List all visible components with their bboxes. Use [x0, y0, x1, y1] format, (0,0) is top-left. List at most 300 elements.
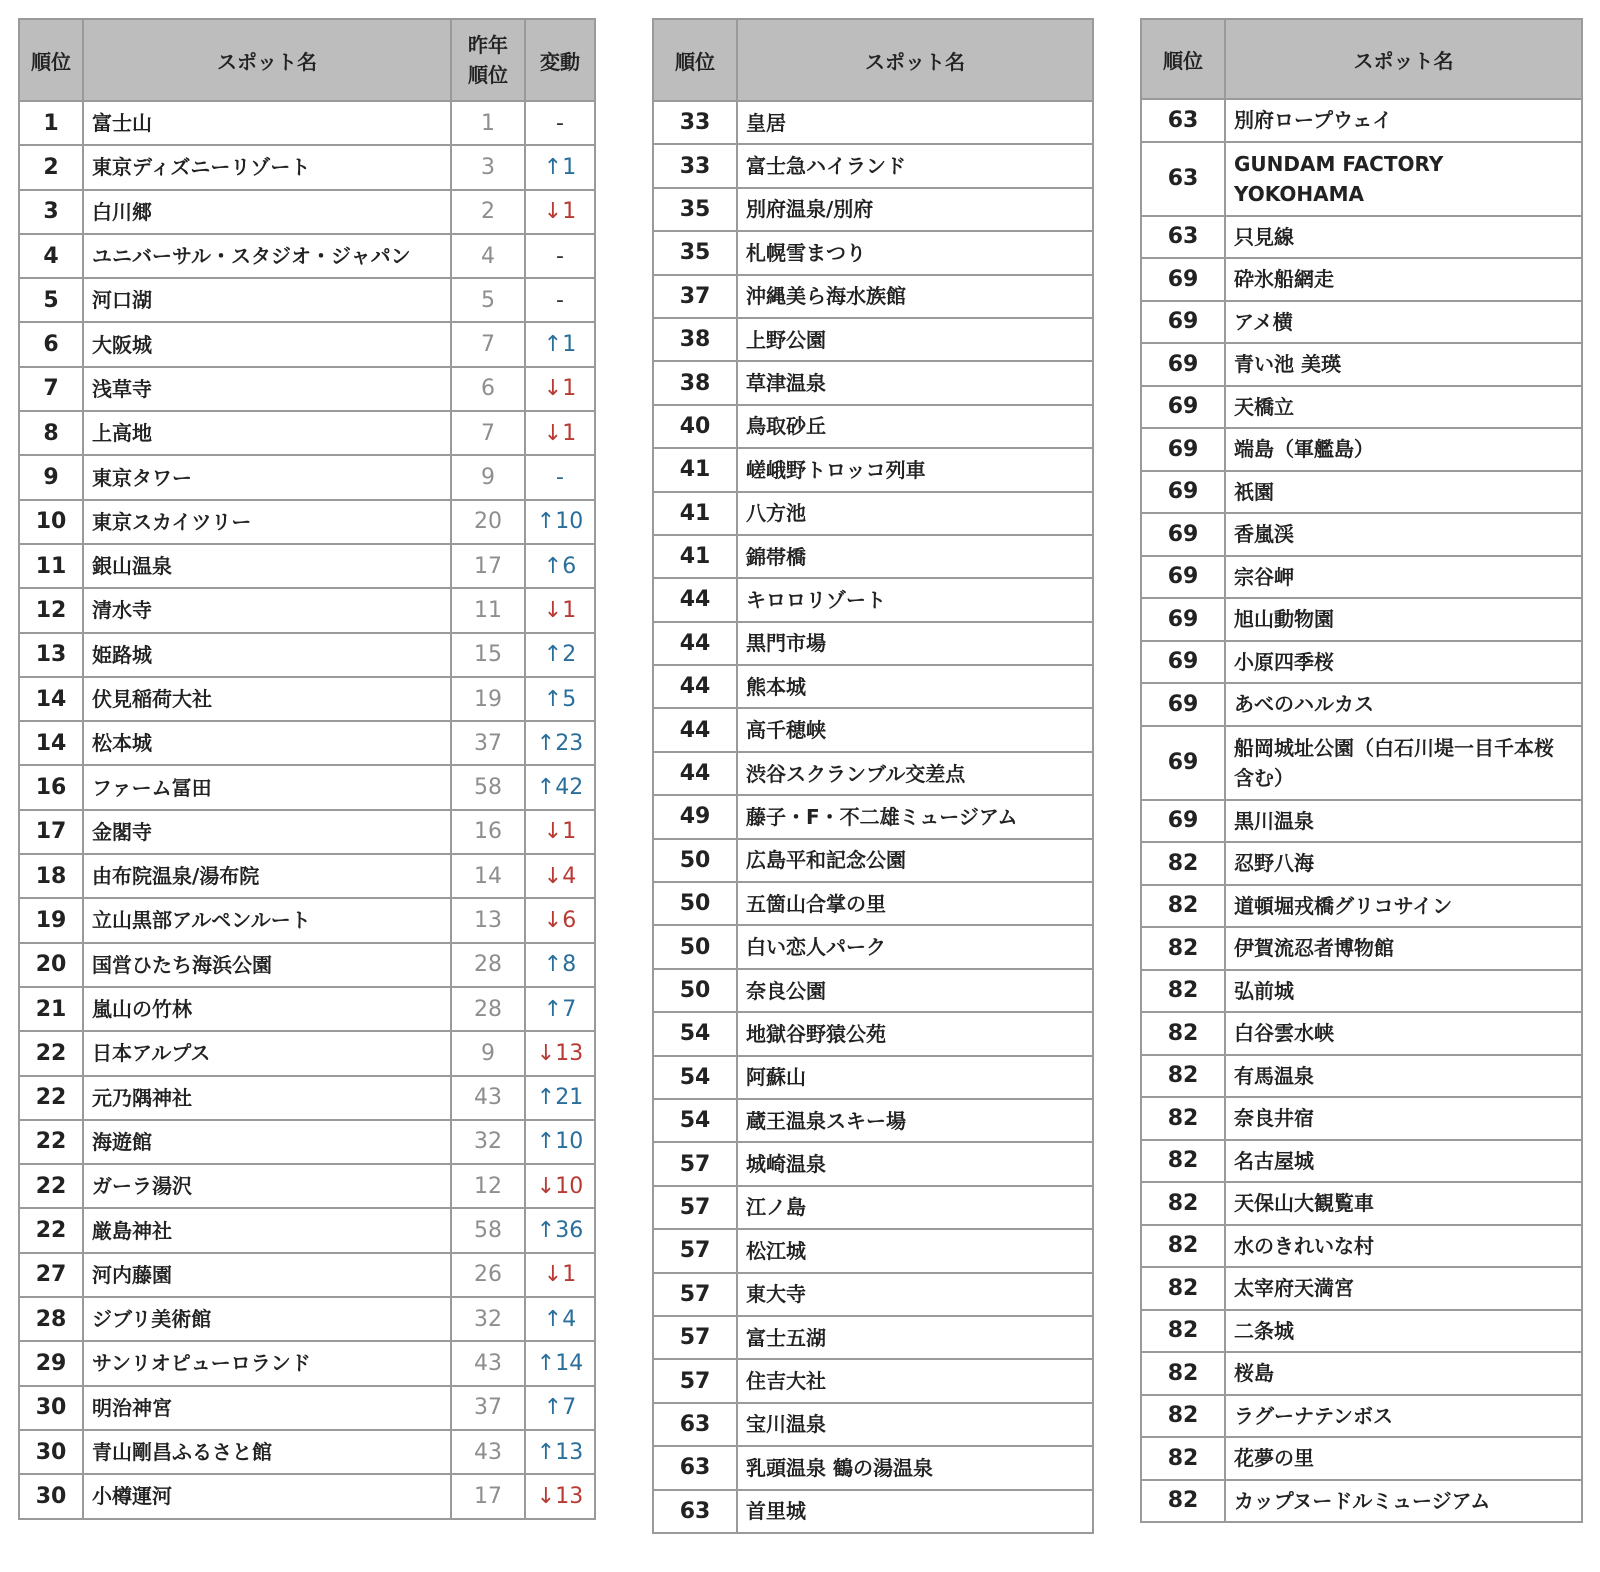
- rank-cell: 82: [1141, 842, 1225, 885]
- change-cell: -: [525, 455, 595, 499]
- spot-name-cell: 熊本城: [737, 665, 1093, 708]
- rank-cell: 22: [19, 1164, 83, 1208]
- rank-cell: 82: [1141, 1310, 1225, 1353]
- spot-name-cell: 香嵐渓: [1225, 513, 1582, 556]
- spot-name-cell: アメ横: [1225, 301, 1582, 344]
- spot-name-cell: 天保山大観覧車: [1225, 1182, 1582, 1225]
- spot-name-cell: 河内藤園: [83, 1253, 451, 1297]
- change-cell: ↓10: [525, 1164, 595, 1208]
- table-row: [19, 1120, 595, 1164]
- rank-cell: 41: [653, 535, 737, 578]
- last-year-rank-cell: 20: [451, 500, 525, 544]
- rank-cell: 82: [1141, 1352, 1225, 1395]
- table-row: [19, 1341, 595, 1385]
- last-year-rank-header-line1: 昨年: [468, 33, 508, 57]
- rank-header: 順位: [1141, 19, 1225, 99]
- rank-cell: 2: [19, 145, 83, 189]
- change-cell: ↑14: [525, 1341, 595, 1385]
- rank-cell: 82: [1141, 927, 1225, 970]
- rank-cell: 69: [1141, 258, 1225, 301]
- change-cell: ↑36: [525, 1208, 595, 1252]
- ranking-table-1: [18, 18, 596, 1520]
- spot-name-cell: 姫路城: [83, 633, 451, 677]
- table-row: [1141, 842, 1582, 885]
- spot-name-cell: 由布院温泉/湯布院: [83, 854, 451, 898]
- table-row: [19, 145, 595, 189]
- spot-name-cell: 東京ディズニーリゾート: [83, 145, 451, 189]
- rank-cell: 12: [19, 588, 83, 632]
- spot-name-cell: 別府温泉/別府: [737, 188, 1093, 231]
- last-year-rank-cell: 28: [451, 943, 525, 987]
- rank-cell: 82: [1141, 1182, 1225, 1225]
- spot-name-cell: 東京スカイツリー: [83, 500, 451, 544]
- table-row: [19, 455, 595, 499]
- rank-cell: 82: [1141, 1012, 1225, 1055]
- change-cell: -: [525, 278, 595, 322]
- spot-name-cell: サンリオピューロランド: [83, 1341, 451, 1385]
- last-year-rank-cell: 43: [451, 1430, 525, 1474]
- rank-cell: 30: [19, 1386, 83, 1430]
- rank-cell: 69: [1141, 641, 1225, 684]
- table-row: [653, 665, 1093, 708]
- table-row: [19, 943, 595, 987]
- spot-name-cell: 蔵王温泉スキー場: [737, 1099, 1093, 1142]
- table-row: [653, 795, 1093, 838]
- spot-name-cell: 水のきれいな村: [1225, 1225, 1582, 1268]
- spot-name-cell: 高千穂峡: [737, 708, 1093, 751]
- spot-name-cell: 太宰府天満宮: [1225, 1267, 1582, 1310]
- table-row: [19, 1208, 595, 1252]
- spot-name-cell: 元乃隅神社: [83, 1076, 451, 1120]
- spot-name-cell: 首里城: [737, 1490, 1093, 1533]
- rank-cell: 44: [653, 622, 737, 665]
- table-row: [19, 1430, 595, 1474]
- spot-name-cell: 黒門市場: [737, 622, 1093, 665]
- table-row: [653, 969, 1093, 1012]
- rank-cell: 44: [653, 578, 737, 621]
- last-year-rank-cell: 17: [451, 1474, 525, 1518]
- table-row: [653, 535, 1093, 578]
- spot-name-cell: 宝川温泉: [737, 1403, 1093, 1446]
- rank-cell: 8: [19, 411, 83, 455]
- table-row: [19, 1297, 595, 1341]
- table-row: [653, 1446, 1093, 1489]
- table-row: [653, 448, 1093, 491]
- rank-cell: 63: [653, 1446, 737, 1489]
- change-cell: ↓1: [525, 810, 595, 854]
- spot-name-cell: 東大寺: [737, 1273, 1093, 1316]
- change-cell: ↑4: [525, 1297, 595, 1341]
- rank-header: 順位: [19, 19, 83, 101]
- table-row: [19, 544, 595, 588]
- spot-name-cell: 金閣寺: [83, 810, 451, 854]
- table-row: [1141, 1012, 1582, 1055]
- rank-cell: 69: [1141, 343, 1225, 386]
- spot-name-cell: 小原四季桜: [1225, 641, 1582, 684]
- table-row: [653, 839, 1093, 882]
- rank-cell: 63: [653, 1403, 737, 1446]
- rank-cell: 28: [19, 1297, 83, 1341]
- change-cell: ↑7: [525, 987, 595, 1031]
- rank-cell: 13: [19, 633, 83, 677]
- table-row: [653, 1403, 1093, 1446]
- table-row: [1141, 471, 1582, 514]
- change-cell: ↓1: [525, 367, 595, 411]
- change-cell: ↓1: [525, 1253, 595, 1297]
- table-row: [653, 318, 1093, 361]
- change-cell: ↑10: [525, 500, 595, 544]
- table-row: [653, 405, 1093, 448]
- rank-cell: 57: [653, 1359, 737, 1402]
- spot-name-header: スポット名: [737, 19, 1093, 101]
- rank-cell: 40: [653, 405, 737, 448]
- spot-name-cell: 江ノ島: [737, 1186, 1093, 1229]
- table-row: [1141, 1225, 1582, 1268]
- table-row: [19, 721, 595, 765]
- table-row: [19, 588, 595, 632]
- table-row: [19, 1076, 595, 1120]
- table-row: [19, 101, 595, 145]
- last-year-rank-cell: 2: [451, 190, 525, 234]
- rank-cell: 57: [653, 1229, 737, 1272]
- rank-cell: 37: [653, 275, 737, 318]
- rank-cell: 57: [653, 1273, 737, 1316]
- spot-name-cell: 乳頭温泉 鶴の湯温泉: [737, 1446, 1093, 1489]
- spot-name-cell: 清水寺: [83, 588, 451, 632]
- rank-cell: 20: [19, 943, 83, 987]
- table-row: [653, 1229, 1093, 1272]
- change-cell: ↓13: [525, 1474, 595, 1518]
- spot-name-cell: 富士急ハイランド: [737, 144, 1093, 187]
- table-row: [1141, 726, 1582, 800]
- header-row: [653, 19, 1093, 101]
- rank-cell: 82: [1141, 1055, 1225, 1098]
- table-row: [653, 275, 1093, 318]
- change-cell: ↓1: [525, 588, 595, 632]
- spot-name-cell: 道頓堀戎橋グリコサイン: [1225, 885, 1582, 928]
- table-row: [1141, 428, 1582, 471]
- change-cell: ↑7: [525, 1386, 595, 1430]
- rank-cell: 44: [653, 665, 737, 708]
- spot-name-cell: 地獄谷野猿公苑: [737, 1012, 1093, 1055]
- last-year-rank-cell: 9: [451, 455, 525, 499]
- spot-name-cell: 国営ひたち海浜公園: [83, 943, 451, 987]
- rank-cell: 10: [19, 500, 83, 544]
- spot-name-cell: 奈良井宿: [1225, 1097, 1582, 1140]
- spot-name-cell: 二条城: [1225, 1310, 1582, 1353]
- table-row: [19, 500, 595, 544]
- table-row: [1141, 885, 1582, 928]
- rank-cell: 29: [19, 1341, 83, 1385]
- spot-name-cell: 銀山温泉: [83, 544, 451, 588]
- table-row: [653, 622, 1093, 665]
- last-year-rank-cell: 11: [451, 588, 525, 632]
- last-year-rank-cell: 14: [451, 854, 525, 898]
- spot-name-cell: 大阪城: [83, 322, 451, 366]
- table-row: [1141, 683, 1582, 726]
- table-row: [1141, 970, 1582, 1013]
- table-row: [19, 1031, 595, 1075]
- change-cell: ↑6: [525, 544, 595, 588]
- spot-name-cell: 海遊館: [83, 1120, 451, 1164]
- rank-cell: 30: [19, 1430, 83, 1474]
- table-row: [19, 367, 595, 411]
- spot-name-cell: 旭山動物園: [1225, 598, 1582, 641]
- last-year-rank-cell: 43: [451, 1341, 525, 1385]
- change-cell: ↑1: [525, 145, 595, 189]
- table-row: [1141, 800, 1582, 843]
- change-cell: ↑10: [525, 1120, 595, 1164]
- rank-cell: 63: [1141, 99, 1225, 142]
- spot-name-cell: 青い池 美瑛: [1225, 343, 1582, 386]
- table-row: [1141, 1182, 1582, 1225]
- rank-cell: 54: [653, 1012, 737, 1055]
- spot-name-cell: GUNDAM FACTORY YOKOHAMA: [1225, 142, 1582, 216]
- spot-name-cell: カップヌードルミュージアム: [1225, 1480, 1582, 1523]
- spot-name-cell: 松本城: [83, 721, 451, 765]
- table-row: [1141, 927, 1582, 970]
- rank-cell: 4: [19, 234, 83, 278]
- table-row: [1141, 1097, 1582, 1140]
- change-cell: ↑23: [525, 721, 595, 765]
- table-row: [653, 1012, 1093, 1055]
- spot-name-cell: 藤子・F・不二雄ミュージアム: [737, 795, 1093, 838]
- change-cell: ↑13: [525, 1430, 595, 1474]
- rank-cell: 63: [653, 1490, 737, 1533]
- table-row: [19, 633, 595, 677]
- rank-cell: 38: [653, 318, 737, 361]
- spot-name-cell: 厳島神社: [83, 1208, 451, 1252]
- table-row: [653, 1142, 1093, 1185]
- rank-cell: 82: [1141, 1437, 1225, 1480]
- last-year-rank-cell: 17: [451, 544, 525, 588]
- rank-cell: 69: [1141, 513, 1225, 556]
- last-year-rank-cell: 15: [451, 633, 525, 677]
- rank-cell: 18: [19, 854, 83, 898]
- table-row: [653, 188, 1093, 231]
- spot-name-cell: 嵯峨野トロッコ列車: [737, 448, 1093, 491]
- rank-cell: 69: [1141, 386, 1225, 429]
- header-row: [1141, 19, 1582, 99]
- spot-name-cell: 名古屋城: [1225, 1140, 1582, 1183]
- change-cell: ↑1: [525, 322, 595, 366]
- table-row: [653, 578, 1093, 621]
- rank-cell: 14: [19, 677, 83, 721]
- spot-name-cell: 祇園: [1225, 471, 1582, 514]
- table-row: [1141, 641, 1582, 684]
- spot-name-cell: 奈良公園: [737, 969, 1093, 1012]
- change-cell: ↓1: [525, 190, 595, 234]
- table-row: [1141, 99, 1582, 142]
- last-year-rank-cell: 4: [451, 234, 525, 278]
- spot-name-cell: 日本アルプス: [83, 1031, 451, 1075]
- spot-name-header: スポット名: [1225, 19, 1582, 99]
- table-row: [1141, 258, 1582, 301]
- spot-name-cell: 住吉大社: [737, 1359, 1093, 1402]
- change-cell: ↓4: [525, 854, 595, 898]
- rank-cell: 50: [653, 969, 737, 1012]
- rank-cell: 30: [19, 1474, 83, 1518]
- table-row: [19, 1474, 595, 1518]
- last-year-rank-cell: 37: [451, 721, 525, 765]
- spot-name-cell: 端島（軍艦島）: [1225, 428, 1582, 471]
- spot-name-cell: 草津温泉: [737, 361, 1093, 404]
- spot-name-cell: ファーム冨田: [83, 765, 451, 809]
- table-row: [1141, 1267, 1582, 1310]
- last-year-rank-cell: 12: [451, 1164, 525, 1208]
- change-cell: ↑5: [525, 677, 595, 721]
- table-row: [653, 1099, 1093, 1142]
- spot-name-header: スポット名: [83, 19, 451, 101]
- last-year-rank-header: [451, 19, 525, 101]
- spot-name-cell: 河口湖: [83, 278, 451, 322]
- rank-cell: 69: [1141, 301, 1225, 344]
- table-row: [19, 190, 595, 234]
- rank-cell: 49: [653, 795, 737, 838]
- spot-name-cell: 五箇山合掌の里: [737, 882, 1093, 925]
- spot-name-cell: 富士五湖: [737, 1316, 1093, 1359]
- change-cell: ↑2: [525, 633, 595, 677]
- rank-cell: 11: [19, 544, 83, 588]
- rank-cell: 69: [1141, 598, 1225, 641]
- table-row: [653, 882, 1093, 925]
- last-year-rank-cell: 7: [451, 411, 525, 455]
- rank-cell: 82: [1141, 1267, 1225, 1310]
- spot-name-cell: 小樽運河: [83, 1474, 451, 1518]
- table-row: [653, 1490, 1093, 1533]
- rank-cell: 57: [653, 1142, 737, 1185]
- rank-cell: 57: [653, 1186, 737, 1229]
- spot-name-cell: 青山剛昌ふるさと館: [83, 1430, 451, 1474]
- table-row: [1141, 556, 1582, 599]
- spot-name-cell: 城崎温泉: [737, 1142, 1093, 1185]
- rank-cell: 69: [1141, 471, 1225, 514]
- spot-name-cell: ユニバーサル・スタジオ・ジャパン: [83, 234, 451, 278]
- table-row: [19, 765, 595, 809]
- spot-name-cell: 鳥取砂丘: [737, 405, 1093, 448]
- change-cell: ↑8: [525, 943, 595, 987]
- table-row: [1141, 1480, 1582, 1523]
- rank-cell: 27: [19, 1253, 83, 1297]
- table-row: [653, 925, 1093, 968]
- spot-name-cell: ラグーナテンボス: [1225, 1395, 1582, 1438]
- rank-cell: 82: [1141, 1480, 1225, 1523]
- table-row: [1141, 1055, 1582, 1098]
- spot-name-cell: 立山黒部アルペンルート: [83, 898, 451, 942]
- rank-cell: 82: [1141, 1140, 1225, 1183]
- rank-cell: 69: [1141, 726, 1225, 800]
- table-row: [19, 1253, 595, 1297]
- rank-cell: 69: [1141, 556, 1225, 599]
- change-cell: -: [525, 101, 595, 145]
- rank-cell: 69: [1141, 428, 1225, 471]
- table-row: [1141, 1140, 1582, 1183]
- table-row: [653, 1186, 1093, 1229]
- table-row: [653, 1273, 1093, 1316]
- spot-name-cell: 有馬温泉: [1225, 1055, 1582, 1098]
- table-row: [653, 1316, 1093, 1359]
- spot-name-cell: 東京タワー: [83, 455, 451, 499]
- rank-cell: 44: [653, 752, 737, 795]
- table-row: [653, 101, 1093, 144]
- table-row: [1141, 1395, 1582, 1438]
- spot-name-cell: 只見線: [1225, 216, 1582, 259]
- table-row: [653, 361, 1093, 404]
- change-cell: ↑21: [525, 1076, 595, 1120]
- last-year-rank-cell: 3: [451, 145, 525, 189]
- spot-name-cell: 渋谷スクランブル交差点: [737, 752, 1093, 795]
- table-row: [19, 898, 595, 942]
- rank-cell: 22: [19, 1031, 83, 1075]
- rank-cell: 35: [653, 188, 737, 231]
- spot-name-cell: 桜島: [1225, 1352, 1582, 1395]
- rank-cell: 38: [653, 361, 737, 404]
- spot-name-cell: 明治神宮: [83, 1386, 451, 1430]
- table-row: [19, 810, 595, 854]
- table-row: [653, 1359, 1093, 1402]
- last-year-rank-cell: 13: [451, 898, 525, 942]
- spot-name-cell: 宗谷岬: [1225, 556, 1582, 599]
- last-year-rank-cell: 43: [451, 1076, 525, 1120]
- rank-cell: 3: [19, 190, 83, 234]
- rank-cell: 17: [19, 810, 83, 854]
- spot-name-cell: 別府ロープウェイ: [1225, 99, 1582, 142]
- table-row: [1141, 513, 1582, 556]
- spot-name-cell: ガーラ湯沢: [83, 1164, 451, 1208]
- rank-cell: 82: [1141, 1097, 1225, 1140]
- last-year-rank-header-line2: 順位: [468, 63, 508, 87]
- rank-cell: 63: [1141, 216, 1225, 259]
- rank-cell: 6: [19, 322, 83, 366]
- spot-name-cell: ジブリ美術館: [83, 1297, 451, 1341]
- rank-cell: 69: [1141, 800, 1225, 843]
- rank-cell: 9: [19, 455, 83, 499]
- spot-name-cell: 砕氷船網走: [1225, 258, 1582, 301]
- last-year-rank-cell: 9: [451, 1031, 525, 1075]
- table-row: [1141, 1310, 1582, 1353]
- table-row: [653, 708, 1093, 751]
- spot-name-cell: 阿蘇山: [737, 1056, 1093, 1099]
- spot-name-cell: 伏見稲荷大社: [83, 677, 451, 721]
- rank-cell: 5: [19, 278, 83, 322]
- spot-name-cell: 松江城: [737, 1229, 1093, 1272]
- last-year-rank-cell: 1: [451, 101, 525, 145]
- spot-name-cell: 八方池: [737, 492, 1093, 535]
- spot-name-cell: 広島平和記念公園: [737, 839, 1093, 882]
- rank-cell: 82: [1141, 970, 1225, 1013]
- spot-name-cell: 花夢の里: [1225, 1437, 1582, 1480]
- spot-name-cell: 富士山: [83, 101, 451, 145]
- table-row: [653, 144, 1093, 187]
- table-row: [19, 987, 595, 1031]
- last-year-rank-cell: 37: [451, 1386, 525, 1430]
- table-row: [653, 231, 1093, 274]
- spot-name-cell: 白い恋人パーク: [737, 925, 1093, 968]
- rank-cell: 57: [653, 1316, 737, 1359]
- table-row: [19, 1386, 595, 1430]
- spot-name-cell: キロロリゾート: [737, 578, 1093, 621]
- table-row: [1141, 1352, 1582, 1395]
- spot-name-cell: 伊賀流忍者博物館: [1225, 927, 1582, 970]
- rank-cell: 33: [653, 144, 737, 187]
- spot-name-cell: あべのハルカス: [1225, 683, 1582, 726]
- last-year-rank-cell: 32: [451, 1297, 525, 1341]
- rank-cell: 22: [19, 1208, 83, 1252]
- table-row: [1141, 142, 1582, 216]
- table-row: [19, 411, 595, 455]
- rank-cell: 82: [1141, 1395, 1225, 1438]
- last-year-rank-cell: 28: [451, 987, 525, 1031]
